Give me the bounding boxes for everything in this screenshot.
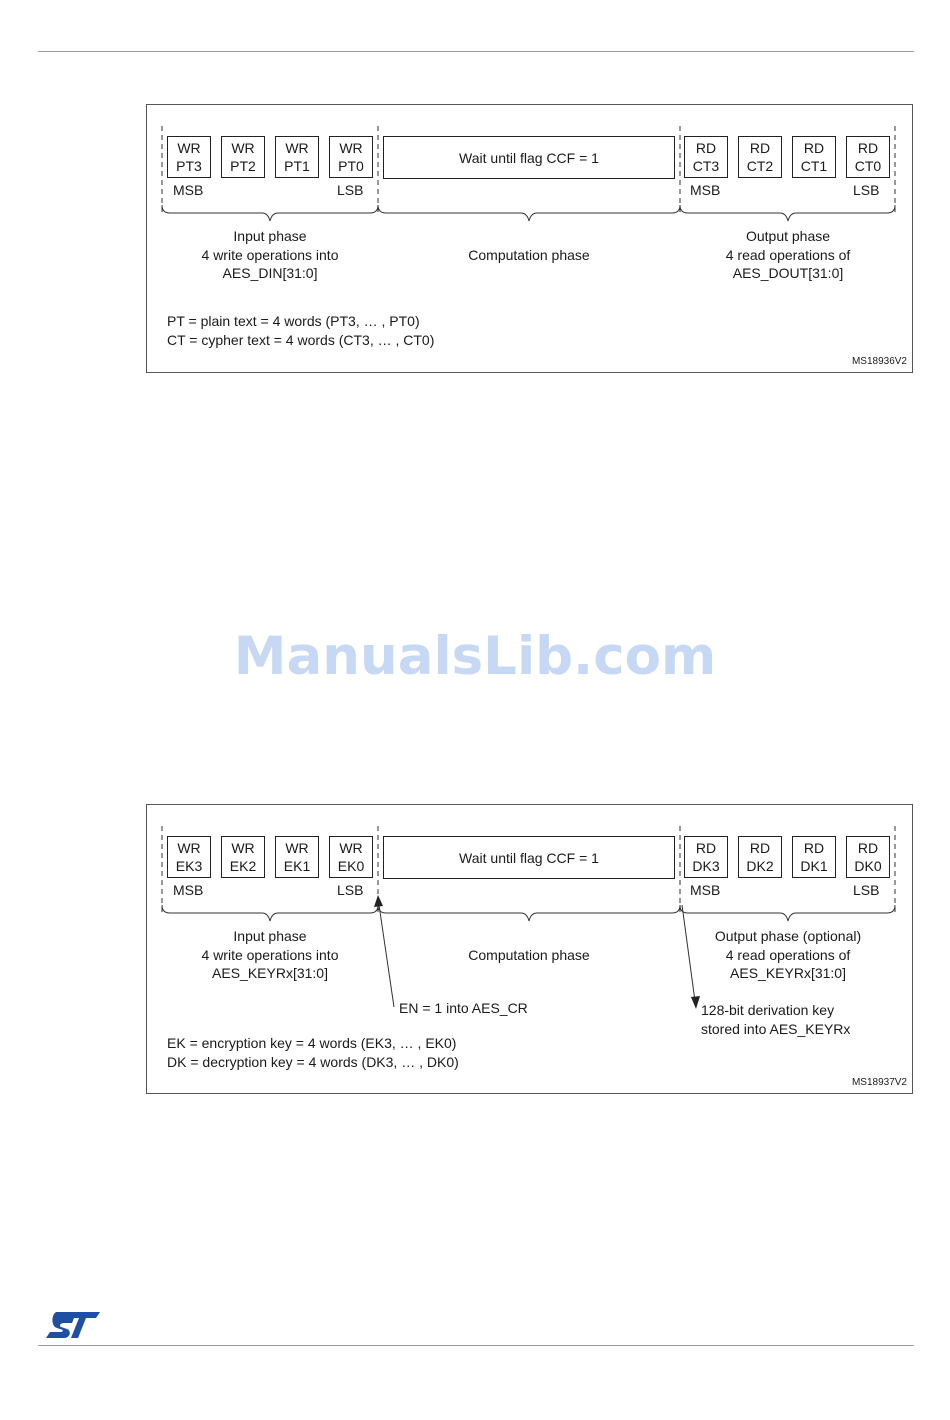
computation-phase-label: Computation phase <box>468 947 590 963</box>
read-box-ct2: RD CT2 <box>738 136 782 178</box>
lsb-label: LSB <box>337 882 364 898</box>
st-logo <box>45 1310 101 1340</box>
msb-label: MSB <box>690 882 721 898</box>
input-brace <box>162 205 378 221</box>
write-box-ek2: WR EK2 <box>221 836 265 878</box>
wait-ccf-box: Wait until flag CCF = 1 <box>383 136 675 179</box>
write-box-pt1: WR PT1 <box>275 136 319 178</box>
write-box-pt0: WR PT0 <box>329 136 373 178</box>
watermark: ManualsLib.com <box>233 626 717 687</box>
read-box-dk3: RD DK3 <box>684 836 728 878</box>
read-box-dk0: RD DK0 <box>846 836 890 878</box>
lsb-label: LSB <box>853 882 880 898</box>
write-box-pt3: WR PT3 <box>167 136 211 178</box>
en-arrow-line <box>379 905 394 1007</box>
legend: EK = encryption key = 4 words (EK3, … , EK0) DK = decryption key = 4 words (DK3, … , DK0) <box>167 1035 459 1070</box>
msb-label: MSB <box>690 182 721 198</box>
figure-code: MS18937V2 <box>851 1077 907 1088</box>
computation-phase-label: Computation phase <box>468 247 590 263</box>
write-box-ek0: WR EK0 <box>329 836 373 878</box>
input-phase-label: Input phase 4 write operations into AES_DIN[31:0] <box>201 228 339 281</box>
figure-key-derivation-sequence <box>146 804 913 1094</box>
lsb-label: LSB <box>337 182 364 198</box>
read-box-ct3: RD CT3 <box>684 136 728 178</box>
en-arrow-head <box>374 895 383 907</box>
msb-label: MSB <box>173 182 204 198</box>
legend: PT = plain text = 4 words (PT3, … , PT0) CT = cypher text = 4 words (CT3, … , CT0) <box>167 313 435 348</box>
input-phase-label: Input phase 4 write operations into AES_KEYRx[31:0] <box>201 928 339 981</box>
read-box-ct1: RD CT1 <box>792 136 836 178</box>
read-box-ct0: RD CT0 <box>846 136 890 178</box>
output-phase-label: Output phase (optional) 4 read operations of AES_KEYRx[31:0] <box>714 928 862 981</box>
en-note: EN = 1 into AES_CR <box>399 1000 528 1016</box>
derivation-note: 128-bit derivation key stored into AES_KEYRx <box>701 1002 851 1037</box>
figure-code: MS18936V2 <box>851 356 907 367</box>
top-rule <box>38 51 914 52</box>
computation-brace <box>378 205 680 221</box>
computation-brace <box>378 905 680 921</box>
derivation-arrow-head <box>691 996 700 1009</box>
bottom-rule <box>38 1345 914 1346</box>
msb-label: MSB <box>173 882 204 898</box>
read-box-dk1: RD DK1 <box>792 836 836 878</box>
wait-ccf-box: Wait until flag CCF = 1 <box>383 836 675 879</box>
output-brace <box>680 205 895 221</box>
lsb-label: LSB <box>853 182 880 198</box>
write-box-pt2: WR PT2 <box>221 136 265 178</box>
write-box-ek3: WR EK3 <box>167 836 211 878</box>
write-box-ek1: WR EK1 <box>275 836 319 878</box>
output-phase-label: Output phase 4 read operations of AES_DOUT[31:0] <box>725 228 851 281</box>
read-box-dk2: RD DK2 <box>738 836 782 878</box>
input-brace <box>162 905 378 921</box>
output-brace <box>680 905 895 921</box>
derivation-arrow-line <box>682 905 695 1001</box>
figure-encryption-sequence <box>146 104 913 373</box>
